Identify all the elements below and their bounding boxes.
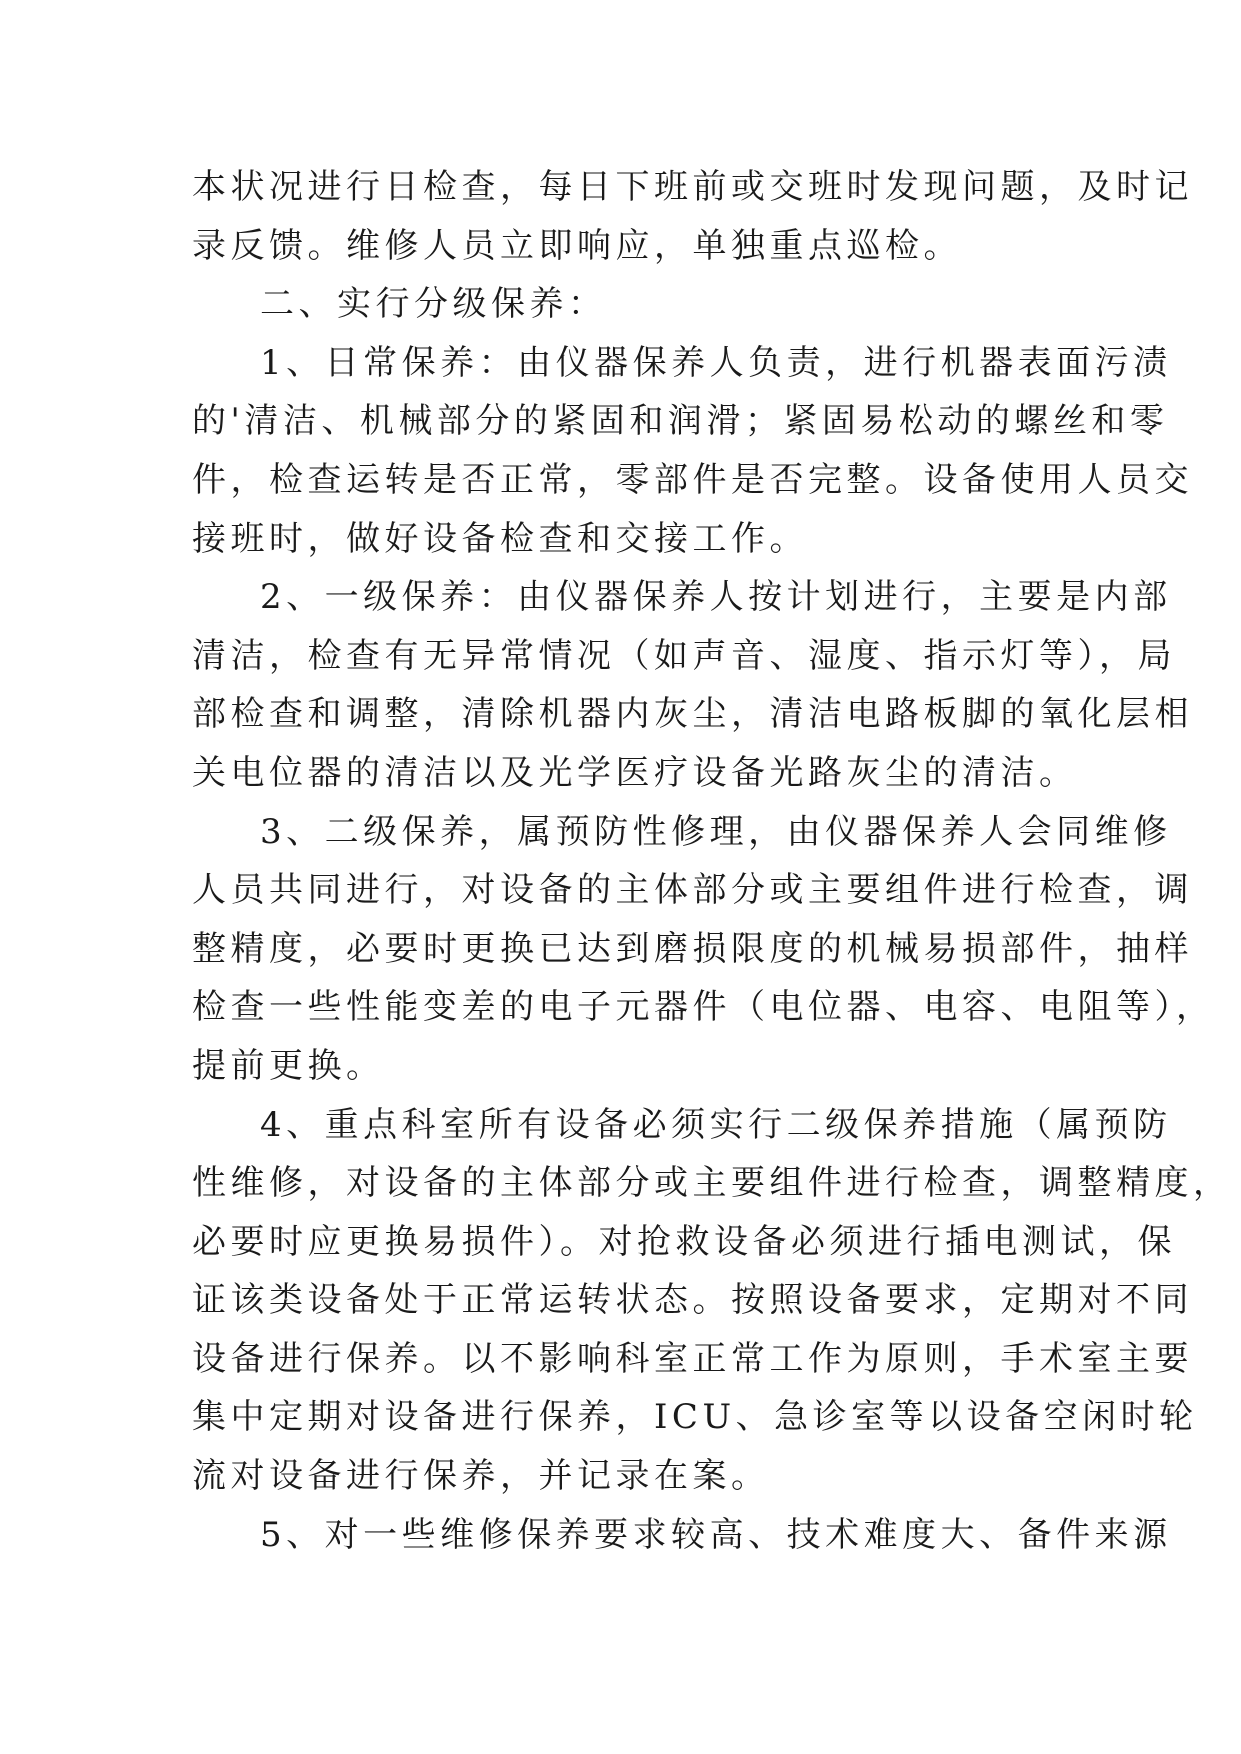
document-body	[192, 158, 1232, 1564]
text-line: 必要时应更换易损件）。对抢救设备必须进行插电测试，保	[192, 1221, 1176, 1262]
text-line: 性维修，对设备的主体部分或主要组件进行检查，调整精度，	[192, 1163, 1232, 1204]
text-line: 设备进行保养。以不影响科室正常工作为原则，手术室主要	[192, 1338, 1193, 1379]
text-line: 检查一些性能变差的电子元器件（电位器、电容、电阻等），	[192, 987, 1215, 1028]
text-line: 提前更换。	[192, 1045, 385, 1086]
text-line: 人员共同进行，对设备的主体部分或主要组件进行检查，调	[192, 870, 1193, 911]
text-line: 清洁，检查有无异常情况（如声音、湿度、指示灯等），局	[192, 635, 1176, 676]
text-line: 集中定期对设备进行保养，ICU、急诊室等以设备空闲时轮	[192, 1397, 1198, 1438]
section-heading: 二、实行分级保养：	[260, 284, 607, 325]
paragraph-start-line: 5、对一些维修保养要求较高、技术难度大、备件来源	[260, 1514, 1172, 1555]
text-line: 整精度，必要时更换已达到磨损限度的机械易损部件，抽样	[192, 928, 1193, 969]
paragraph-start-line: 2、一级保养：由仪器保养人按计划进行，主要是内部	[260, 577, 1172, 618]
text-line: 证该类设备处于正常运转状态。按照设备要求，定期对不同	[192, 1280, 1193, 1321]
text-line: 部检查和调整，清除机器内灰尘，清洁电路板脚的氧化层相	[192, 694, 1193, 735]
text-line: 录反馈。维修人员立即响应，单独重点巡检。	[192, 225, 962, 266]
text-line: 本状况进行日检查，每日下班前或交班时发现问题，及时记	[192, 167, 1193, 207]
text-line: 的'清洁、机械部分的紧固和润滑；紧固易松动的螺丝和零	[192, 401, 1169, 442]
text-line: 件，检查运转是否正常，零部件是否完整。设备使用人员交	[192, 459, 1193, 500]
paragraph-start-line: 3、二级保养，属预防性修理，由仪器保养人会同维修	[260, 811, 1172, 852]
text-line: 流对设备进行保养，并记录在案。	[192, 1456, 770, 1497]
text-line: 关电位器的清洁以及光学医疗设备光路灰尘的清洁。	[192, 752, 1078, 793]
text-line: 接班时，做好设备检查和交接工作。	[192, 518, 808, 559]
paragraph-start-line: 1、日常保养：由仪器保养人负责，进行机器表面污渍	[260, 342, 1172, 383]
paragraph-start-line: 4、重点科室所有设备必须实行二级保养措施（属预防	[260, 1104, 1172, 1145]
